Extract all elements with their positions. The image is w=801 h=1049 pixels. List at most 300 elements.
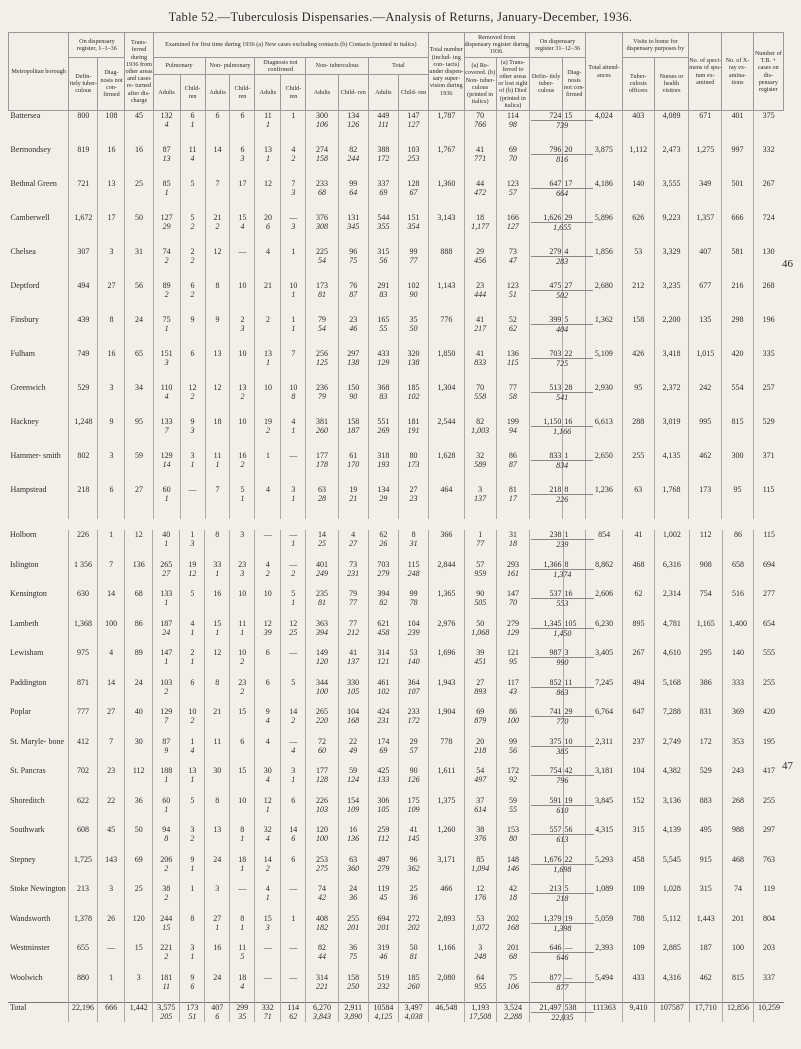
cell-value: 277 (763, 589, 776, 598)
cell-value: 14 (107, 677, 116, 687)
table-cell (68, 766, 97, 796)
header-non-tuberculous: Non- tuberculous (306, 57, 368, 74)
table-cell (125, 315, 153, 349)
cell-value: 18 (213, 416, 222, 426)
table-cell (230, 943, 255, 973)
table-cell (338, 315, 368, 349)
table-cell (655, 589, 689, 619)
cell-contact-value: 893 (474, 686, 487, 696)
cell-contact-value: 128 (315, 775, 328, 784)
cell-value: 96 (349, 246, 358, 256)
cell-value: 103 (160, 677, 173, 687)
cell-contact-value: 2 (190, 716, 195, 725)
table-cell (464, 383, 496, 417)
cell-value: 1,672 (74, 212, 93, 222)
table-cell (398, 589, 428, 619)
borough-name: Battersea (10, 111, 41, 121)
cell-value: 268 (731, 795, 744, 805)
table-cell (689, 766, 722, 796)
cell-value: 516 (731, 589, 744, 598)
cell-register-total: 541 (531, 392, 593, 402)
cell-value: 3 (215, 884, 220, 893)
cell-value: 915 (699, 854, 712, 864)
cell-value: 140 (632, 178, 645, 188)
cell-contact-value: 187 (347, 425, 360, 435)
table-cell (125, 973, 153, 1003)
cell-value: 30 (134, 736, 143, 746)
table-cell (205, 884, 230, 914)
cell-contact-value: 2 (164, 893, 169, 902)
table-cell (754, 589, 784, 619)
table-cell (180, 796, 205, 826)
cell-value: 10 (263, 589, 272, 598)
table-cell (689, 707, 722, 737)
cell-contact-value: 1 (291, 493, 296, 503)
cell-contact-value: 182 (315, 922, 328, 932)
cell-contact-value: 4 (291, 745, 296, 755)
table-cell (205, 417, 230, 451)
table-cell (205, 349, 230, 383)
cell-value: 333 (731, 677, 744, 687)
total-cell (754, 1002, 784, 1022)
cell-value: 291 (377, 280, 390, 290)
table-cell (180, 315, 205, 349)
total-cell (655, 1002, 689, 1022)
table-cell (153, 678, 180, 708)
total-value: 1,193 (471, 1002, 490, 1012)
cell-contact-value: 178 (316, 459, 328, 469)
table-cell (464, 737, 496, 767)
table-cell (655, 678, 689, 708)
table-cell (281, 678, 306, 708)
table-cell (205, 247, 230, 281)
table-cell (255, 737, 281, 767)
table-cell (398, 451, 428, 485)
table-cell (230, 589, 255, 619)
table-cell (429, 530, 464, 560)
cell-value: 29 (564, 212, 573, 222)
table-cell (622, 417, 654, 451)
cell-value: 6 (240, 736, 245, 746)
cell-value: 3 (291, 766, 296, 775)
page-number-bottom: 47 (782, 760, 793, 772)
cell-value: 53 (409, 648, 418, 657)
cell-contact-value: 2 (240, 686, 245, 696)
table-row (9, 247, 784, 281)
cell-contact-value: 8 (291, 391, 296, 401)
cell-value: 135 (699, 314, 712, 324)
table-cell (654, 417, 688, 451)
table-cell (496, 213, 529, 247)
cell-value: 5,059 (595, 913, 614, 923)
cell-value: 591 (549, 795, 562, 805)
cell-value: 9,223 (662, 212, 681, 222)
cell-value: 149 (315, 648, 328, 657)
cell-value: 235 (315, 589, 328, 598)
table-cell (98, 179, 125, 213)
table-cell (464, 111, 496, 145)
cell-contact-value: 1 (215, 459, 220, 469)
cell-value: 3 (190, 450, 195, 460)
table-cell (722, 766, 753, 796)
table-cell (180, 737, 205, 767)
cell-value: 1,002 (662, 530, 681, 539)
cell-value: 86 (508, 450, 517, 460)
table-cell (368, 766, 398, 796)
cell-contact-value: 46 (349, 323, 358, 333)
table-cell (180, 914, 205, 944)
cell-value: 85 (476, 854, 485, 864)
table-cell (496, 855, 529, 885)
cell-value: 8 (109, 314, 114, 324)
table-cell (306, 825, 338, 855)
cell-value: 127 (160, 212, 173, 222)
cell-contact-value: 3 (240, 323, 245, 333)
table-cell (496, 825, 529, 855)
cell-contact-value: 8 (164, 834, 169, 843)
header-examined: Examined for first time during 1936 (a) New cases excluding contacts (b) Contacts (printed in italics) (153, 33, 429, 58)
cell-value: 694 (377, 913, 390, 923)
table-cell (368, 145, 398, 179)
cell-contact-value: 1 (291, 425, 296, 435)
cell-register-total: 664 (531, 188, 593, 198)
cell-value: 151 (407, 212, 420, 222)
table-cell (68, 560, 97, 590)
borough-name: Holborn (10, 530, 37, 539)
cell-contact-value: 279 (377, 863, 390, 873)
table-cell (689, 485, 722, 519)
cell-value: 6 (109, 484, 114, 494)
table-cell (655, 855, 689, 885)
cell-value: 6,613 (594, 416, 613, 426)
cell-value: 2,544 (437, 416, 456, 426)
cell-value: 233 (407, 707, 420, 716)
cell-value: 368 (377, 382, 390, 392)
cell-contact-value: 959 (474, 568, 487, 578)
total-value: 6,270 (312, 1002, 331, 1012)
cell-contact-value: 456 (474, 255, 487, 265)
table-cell (496, 281, 529, 315)
table-cell (306, 914, 338, 944)
cell-contact-value: 12 (188, 568, 197, 578)
cell-value: 11 (213, 736, 222, 746)
cell-value: 555 (763, 648, 776, 657)
table-cell (368, 179, 398, 213)
total-cell (622, 1002, 654, 1022)
table-cell (622, 111, 654, 145)
cell-value: 14 (289, 825, 298, 834)
cell-value: 721 (77, 178, 90, 188)
cell-value: 3 (291, 484, 296, 494)
table-cell (338, 796, 368, 826)
table-cell (689, 145, 722, 179)
table-cell (205, 589, 230, 619)
table-cell (230, 766, 255, 796)
table-cell (429, 678, 464, 708)
table-cell (368, 451, 398, 485)
table-cell (530, 246, 569, 281)
cell-value: 14 (213, 144, 222, 154)
table-cell (205, 179, 230, 213)
total-contact-value: 6 (215, 1011, 220, 1021)
table-cell (689, 973, 722, 1003)
table-cell (255, 914, 281, 944)
cell-contact-value: 173 (407, 459, 420, 469)
cell-value: 1,725 (73, 854, 92, 864)
table-cell (496, 417, 529, 451)
cell-value: 102 (407, 280, 420, 290)
cell-value: 529 (77, 382, 90, 392)
table-cell (464, 485, 496, 519)
cell-value: 12 (263, 178, 272, 188)
table-cell (205, 619, 230, 649)
table-cell (398, 973, 428, 1003)
table-row (8, 766, 784, 796)
cell-contact-value: 260 (407, 981, 420, 991)
cell-contact-value: 2 (164, 952, 169, 961)
cell-value: 27 (409, 484, 418, 494)
table-cell (429, 485, 464, 519)
cell-register-total: 404 (531, 324, 593, 334)
table-cell (205, 825, 230, 855)
table-cell (125, 855, 153, 885)
cell-value: 8 (215, 677, 220, 687)
borough-name: Woolwich (10, 972, 43, 982)
cell-contact-value: 58 (508, 391, 517, 401)
cell-value: — (289, 530, 298, 539)
total-value: 10584 (373, 1002, 394, 1012)
cell-value: 2 (190, 648, 195, 657)
table-cell (464, 179, 496, 213)
table-cell (689, 315, 722, 349)
table-cell (281, 145, 306, 179)
header-nurses: Nurses or health visitors (654, 57, 688, 110)
cell-value: 1,365 (437, 589, 456, 598)
table-cell (655, 648, 689, 678)
cell-value: 267 (762, 178, 775, 188)
cell-value: 1,143 (437, 280, 456, 290)
table-cell (306, 179, 338, 213)
table-cell (205, 766, 230, 796)
cell-register-total: 796 (531, 775, 593, 785)
table-cell (689, 855, 722, 885)
cell-contact-value: 833 (474, 357, 487, 367)
table-cell (153, 281, 180, 315)
cell-contact-value: 1 (240, 627, 245, 637)
cell-contact-value: 1 (164, 493, 169, 503)
cell-value: 59 (509, 795, 518, 805)
cell-value: 77 (508, 382, 517, 392)
cell-value: 6 (240, 144, 245, 154)
table-cell (153, 589, 180, 619)
table-cell (281, 213, 306, 247)
cell-contact-value: 78 (409, 598, 418, 607)
table-cell (753, 281, 783, 315)
cell-value: 466 (440, 884, 453, 893)
table-cell (153, 247, 180, 281)
table-cell (230, 111, 255, 145)
table-cell (230, 383, 255, 417)
cell-value: 37 (476, 795, 485, 805)
cell-value: 175 (407, 795, 420, 805)
table-cell (429, 417, 464, 451)
cell-value: 754 (549, 766, 562, 775)
cell-value: 703 (549, 348, 562, 358)
table-cell (230, 796, 255, 826)
cell-value: 724 (549, 111, 562, 121)
table-row (8, 855, 784, 885)
table-cell (153, 766, 180, 796)
cell-contact-value: 120 (315, 657, 328, 666)
table-cell (281, 179, 306, 213)
table-cell (98, 678, 125, 708)
table-cell (230, 315, 255, 349)
cell-value: 27 (476, 677, 485, 687)
total-cell (306, 1002, 338, 1022)
table-cell (306, 796, 338, 826)
cell-value: 42 (509, 884, 518, 893)
table-cell (530, 530, 569, 560)
table-cell (464, 678, 496, 708)
cell-contact-value: 2 (240, 657, 245, 666)
table-cell (230, 560, 255, 590)
cell-value: 17 (238, 178, 247, 188)
table-cell (68, 973, 97, 1003)
cell-value: 4 (564, 246, 569, 256)
table-cell (398, 560, 428, 590)
borough-name: Deptford (10, 280, 40, 290)
table-row (9, 179, 784, 213)
table-cell (153, 796, 180, 826)
table-cell (722, 737, 753, 767)
cell-value: 497 (377, 854, 390, 864)
table-cell (689, 648, 722, 678)
table-cell (205, 737, 230, 767)
total-contact-value: 51 (188, 1011, 197, 1021)
cell-value: 4,315 (595, 825, 614, 834)
table-cell (205, 707, 230, 737)
cell-value: 8 (215, 280, 220, 290)
cell-contact-value: 2 (265, 568, 270, 578)
cell-contact-value: 172 (407, 716, 420, 725)
cell-value: 41 (476, 348, 485, 358)
cell-value: 6,316 (662, 559, 681, 569)
cell-contact-value: 60 (317, 745, 326, 755)
table-cell (125, 247, 153, 281)
cell-contact-value: 9 (164, 745, 169, 755)
cell-value: 120 (132, 913, 145, 923)
cell-value: 36 (349, 943, 358, 952)
cell-value: 87 (162, 736, 171, 746)
table-cell (230, 281, 255, 315)
cell-value: 332 (762, 144, 775, 154)
total-row (8, 1002, 784, 1022)
cell-register-total: 1,398 (531, 923, 593, 933)
table-cell (464, 825, 496, 855)
table-cell (255, 796, 281, 826)
cell-contact-value: 1 (291, 775, 296, 784)
cell-value: 16 (349, 825, 358, 834)
cell-value: 399 (549, 314, 562, 324)
cell-value: 2,650 (594, 450, 613, 460)
cell-contact-value: 3 (240, 153, 245, 163)
cell-value: 468 (632, 559, 645, 569)
table-cell (753, 111, 783, 145)
cell-contact-value: 1,068 (471, 627, 490, 637)
borough-name: Westminster (10, 943, 50, 952)
cell-value: 449 (377, 111, 390, 121)
header-pulmonary: Pulmonary (153, 57, 205, 74)
cell-contact-value: 138 (407, 357, 420, 367)
header-children: Child- ren (398, 75, 428, 111)
table-cell (464, 973, 496, 1003)
cell-contact-value: 249 (315, 568, 328, 578)
cell-contact-value: 56 (509, 745, 518, 755)
cell-value: 318 (377, 450, 390, 460)
table-cell (281, 825, 306, 855)
cell-contact-value: 92 (509, 775, 518, 784)
table-cell (622, 943, 654, 973)
table-cell (338, 281, 368, 315)
cell-value: 5,896 (594, 212, 613, 222)
cell-value: 30 (213, 766, 222, 775)
cell-value: — (263, 972, 272, 982)
table-cell (368, 678, 398, 708)
cell-contact-value: 1 (240, 493, 245, 503)
cell-value: 1,112 (629, 144, 648, 154)
total-cell (338, 1002, 368, 1022)
cell-contact-value: 1 (190, 627, 195, 637)
table-cell (622, 737, 654, 767)
cell-value: — (289, 648, 298, 657)
table-cell (754, 648, 784, 678)
table-cell (689, 737, 722, 767)
table-cell (622, 179, 654, 213)
table-cell (368, 973, 398, 1003)
table-cell (754, 619, 784, 649)
table-cell (69, 213, 98, 247)
cell-contact-value: 231 (347, 568, 360, 578)
cell-value: 1 (190, 530, 195, 539)
cell-value: 353 (731, 736, 744, 746)
table-cell (398, 145, 428, 179)
cell-value: 15 (238, 212, 247, 222)
table-cell (281, 973, 306, 1003)
table-row (8, 560, 784, 590)
cell-value: 104 (632, 766, 645, 775)
cell-value: 375 (549, 736, 562, 746)
borough-name: Poplar (10, 707, 31, 716)
table-cell (754, 855, 784, 885)
table-cell (398, 111, 428, 145)
cell-contact-value: 82 (379, 598, 388, 607)
cell-contact-value: 253 (407, 153, 420, 163)
cell-register-total: 218 (531, 893, 593, 903)
cell-value: 76 (349, 280, 358, 290)
table-cell (180, 179, 205, 213)
cell-value: 10 (238, 589, 247, 598)
cell-value: 788 (632, 913, 645, 923)
table-cell (180, 589, 205, 619)
cell-value: 3,171 (437, 854, 456, 864)
table-cell (754, 707, 784, 737)
header-recovered: (a) Re- covered. (b) Non- tuber- culous (printed in italics) (464, 57, 496, 110)
table-cell (689, 678, 722, 708)
cell-contact-value: 42 (317, 893, 326, 902)
cell-value: 4,089 (662, 111, 681, 121)
cell-contact-value: 55 (379, 323, 388, 333)
table-cell (205, 145, 230, 179)
